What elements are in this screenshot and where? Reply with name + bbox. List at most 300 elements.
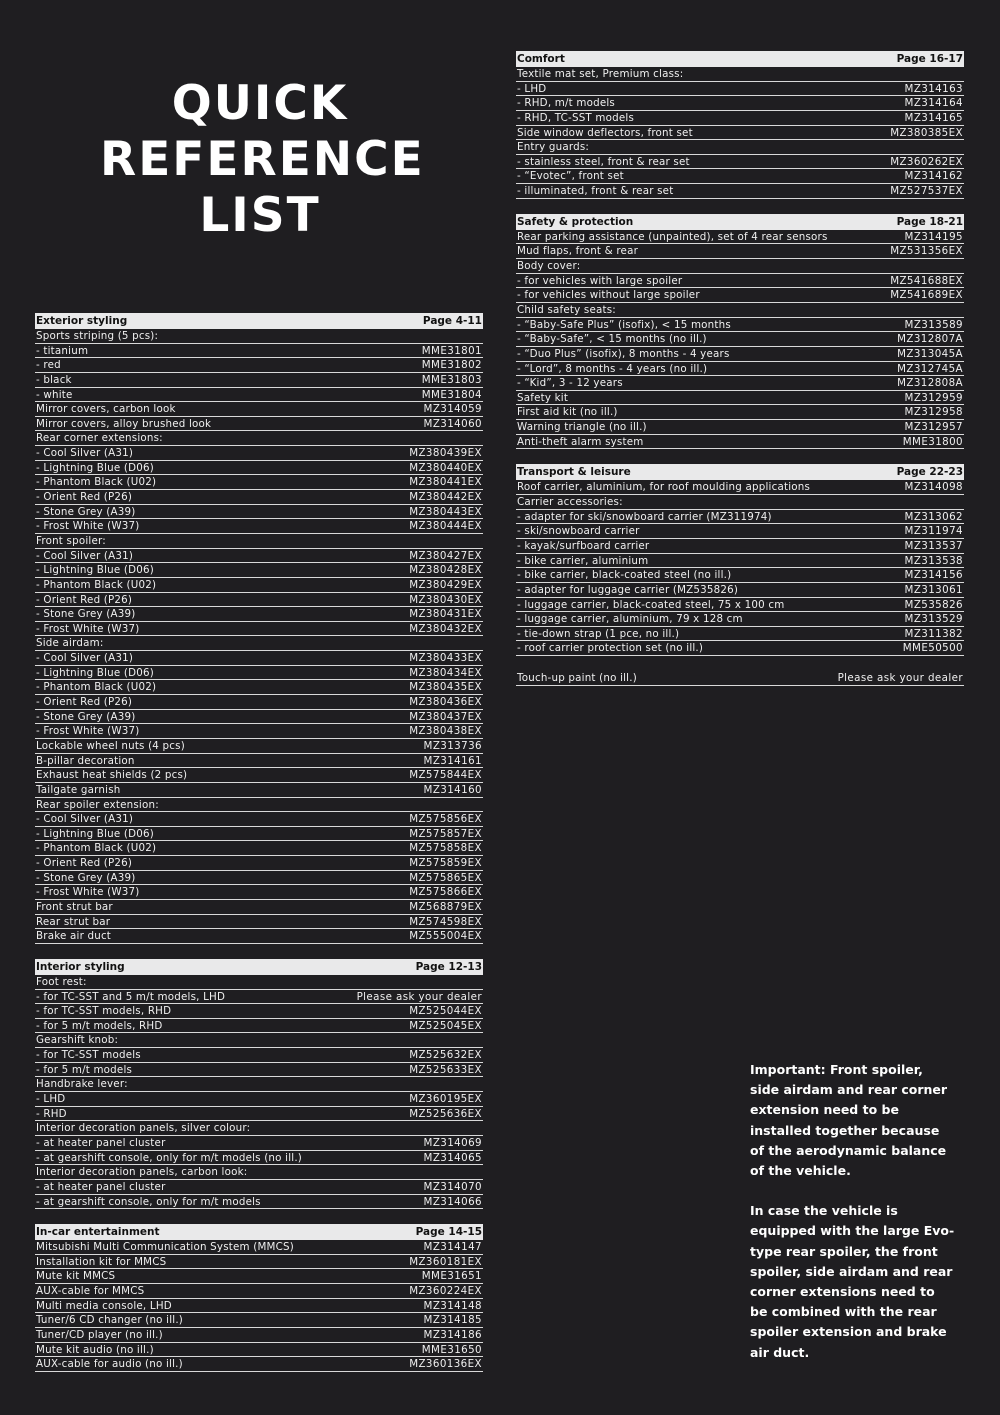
part-number: MZ311974: [904, 525, 963, 538]
item-label: - Lightning Blue (D06): [36, 564, 154, 577]
section-header: [516, 464, 964, 480]
list-item: [516, 641, 964, 656]
item-label: Rear strut bar: [36, 915, 111, 928]
list-item: [35, 1269, 483, 1284]
list-item: [516, 524, 964, 539]
item-label: - bike carrier, aluminium: [517, 554, 649, 567]
section-title: In-car entertainment: [36, 1226, 160, 1239]
part-number: MZ313589: [904, 318, 963, 331]
title-line: REFERENCE: [100, 132, 425, 187]
section-page-ref: Page 16-17: [896, 53, 963, 65]
section: [516, 214, 964, 450]
item-label: - Lightning Blue (D06): [36, 827, 154, 840]
part-number: MZ314059: [423, 403, 482, 416]
item-label: - Frost White (W37): [36, 520, 140, 533]
item-label: Warning triangle (no ill.): [517, 421, 647, 434]
list-item: [35, 1195, 483, 1210]
part-number: MZ314161: [423, 754, 482, 767]
list-item: [516, 671, 964, 686]
part-number: MZ313062: [904, 510, 963, 523]
part-number: MZ380443EX: [409, 505, 482, 518]
item-label: Interior decoration panels, carbon look:: [36, 1166, 248, 1179]
item-label: Touch-up paint (no ill.): [517, 672, 637, 685]
part-number: MZ380435EX: [409, 681, 482, 694]
part-number: MZ312957: [904, 421, 963, 434]
list-item: [516, 318, 964, 333]
item-label: AUX-cable for MMCS: [36, 1285, 145, 1298]
list-item: [35, 1165, 483, 1180]
list-item: [35, 1328, 483, 1343]
item-label: AUX-cable for audio (no ill.): [36, 1358, 183, 1371]
list-item: [35, 754, 483, 769]
item-label: Anti-theft alarm system: [517, 435, 644, 448]
item-label: - Lightning Blue (D06): [36, 461, 154, 474]
item-label: Side window deflectors, front set: [517, 126, 693, 139]
part-number: MZ380441EX: [409, 476, 482, 489]
part-number: MZ380439EX: [409, 447, 482, 460]
list-item: [35, 798, 483, 813]
list-item: [516, 480, 964, 495]
list-item: [516, 82, 964, 97]
part-number: MZ380434EX: [409, 666, 482, 679]
part-number: MZ380437EX: [409, 710, 482, 723]
part-number: MZ525632EX: [409, 1049, 482, 1062]
item-label: Safety kit: [517, 391, 569, 404]
item-label: - for vehicles with large spoiler: [517, 274, 683, 287]
list-item: [35, 1048, 483, 1063]
list-item: [35, 1019, 483, 1034]
part-number: MZ575856EX: [409, 813, 482, 826]
item-label: - Phantom Black (U02): [36, 842, 157, 855]
part-number: MZ525045EX: [409, 1019, 482, 1032]
item-label: - RHD, TC-SST models: [517, 111, 635, 124]
list-item: [35, 1299, 483, 1314]
list-item: [516, 96, 964, 111]
part-number: MZ541689EX: [890, 289, 963, 302]
item-label: Tuner/6 CD changer (no ill.): [36, 1314, 184, 1327]
item-label: Rear parking assistance (unpainted), set of 4 rear sensors: [517, 230, 828, 243]
item-label: Multi media console, LHD: [36, 1299, 172, 1312]
part-number: MME31802: [421, 359, 482, 372]
item-label: Lockable wheel nuts (4 pcs): [36, 739, 185, 752]
section: [516, 671, 964, 686]
item-label: - RHD, m/t models: [517, 97, 615, 110]
section-header: [35, 313, 483, 329]
list-item: [516, 510, 964, 525]
section-title: Safety & protection: [517, 215, 634, 228]
list-item: [35, 768, 483, 783]
list-item: [35, 1092, 483, 1107]
part-number: Please ask your dealer: [356, 990, 482, 1003]
list-item: [35, 990, 483, 1005]
list-item: [35, 695, 483, 710]
section-page-ref: Page 12-13: [415, 960, 482, 973]
item-label: - Phantom Black (U02): [36, 476, 157, 489]
list-item: [35, 885, 483, 900]
item-label: Textile mat set, Premium class:: [517, 68, 684, 80]
important-note: [750, 1060, 955, 1383]
list-item: [35, 739, 483, 754]
item-label: - at gearshift console, only for m/t models (no ill.): [36, 1151, 303, 1164]
list-item: [516, 169, 964, 184]
item-label: Mud flaps, front & rear: [517, 245, 639, 258]
item-label: First aid kit (no ill.): [517, 406, 618, 419]
part-number: MME31650: [421, 1343, 482, 1356]
part-number: MME50500: [902, 642, 963, 655]
part-number: MZ314164: [904, 97, 963, 110]
list-item: [35, 402, 483, 417]
list-item: [35, 871, 483, 886]
part-number: MZ380444EX: [409, 520, 482, 533]
list-item: [35, 446, 483, 461]
item-label: Body cover:: [517, 260, 581, 273]
list-item: [35, 1077, 483, 1092]
item-label: Carrier accessories:: [517, 496, 623, 509]
item-label: Tailgate garnish: [36, 783, 121, 796]
section-header: [35, 1224, 483, 1240]
item-label: Sports striping (5 pcs):: [36, 330, 159, 342]
list-item: [35, 622, 483, 637]
section-title: Exterior styling: [36, 315, 128, 327]
item-label: Child safety seats:: [517, 303, 616, 316]
list-item: [35, 329, 483, 344]
list-item: [516, 274, 964, 289]
item-label: - black: [36, 373, 72, 386]
list-item: [516, 598, 964, 613]
item-label: - luggage carrier, black-coated steel, 75 x 100 cm: [517, 598, 785, 611]
list-item: [35, 856, 483, 871]
item-label: - for vehicles without large spoiler: [517, 289, 700, 302]
part-number: MME31803: [421, 373, 482, 386]
item-label: Entry guards:: [517, 141, 590, 154]
part-number: MZ575865EX: [409, 871, 482, 884]
list-item: [516, 362, 964, 377]
list-item: [35, 1121, 483, 1136]
section: [35, 1224, 483, 1372]
part-number: MME31651: [421, 1270, 482, 1283]
item-label: - RHD: [36, 1107, 67, 1120]
item-label: - adapter for luggage carrier (MZ535826): [517, 583, 739, 596]
part-number: MZ314060: [423, 417, 482, 430]
item-label: Handbrake lever:: [36, 1078, 128, 1091]
part-number: MZ314186: [423, 1329, 482, 1341]
part-number: MZ314163: [904, 82, 963, 95]
item-label: - “Evotec”, front set: [517, 170, 624, 183]
part-number: MZ313538: [904, 554, 963, 567]
section-page-ref: Page 22-23: [896, 466, 963, 479]
list-item: [516, 155, 964, 170]
part-number: MZ314185: [423, 1314, 482, 1327]
part-number: MZ574598EX: [409, 915, 482, 928]
list-item: [516, 303, 964, 318]
item-label: - Cool Silver (A31): [36, 549, 134, 562]
list-item: [35, 1284, 483, 1299]
list-item: [516, 347, 964, 362]
part-number: MZ575859EX: [409, 857, 482, 870]
part-number: MZ314195: [904, 230, 963, 243]
list-item: [35, 1107, 483, 1122]
item-label: - kayak/surfboard carrier: [517, 539, 650, 552]
part-number: MZ313736: [423, 739, 482, 752]
item-label: - Orient Red (P26): [36, 857, 133, 870]
part-number: MZ313061: [904, 583, 963, 596]
item-label: - at heater panel cluster: [36, 1136, 166, 1149]
section-title: Interior styling: [36, 960, 125, 973]
item-label: - for 5 m/t models: [36, 1063, 133, 1076]
part-number: MZ311382: [904, 627, 963, 640]
item-label: Front spoiler:: [36, 534, 106, 547]
list-item: [516, 332, 964, 347]
part-number: MZ555004EX: [409, 930, 482, 943]
list-item: [35, 1180, 483, 1195]
list-item: [516, 184, 964, 199]
list-item: [516, 288, 964, 303]
list-item: [35, 651, 483, 666]
item-label: - Phantom Black (U02): [36, 578, 157, 591]
item-label: - Orient Red (P26): [36, 696, 133, 709]
item-label: - Frost White (W37): [36, 622, 140, 635]
list-item: [516, 583, 964, 598]
list-item: [35, 563, 483, 578]
part-number: MZ525633EX: [409, 1063, 482, 1076]
item-label: Tuner/CD player (no ill.): [36, 1329, 163, 1341]
part-number: MZ314069: [423, 1136, 482, 1149]
list-item: [35, 1313, 483, 1328]
part-number: MZ525636EX: [409, 1107, 482, 1120]
section-title: Transport & leisure: [517, 466, 631, 479]
list-item: [35, 461, 483, 476]
item-label: - Stone Grey (A39): [36, 871, 136, 884]
list-item: [35, 505, 483, 520]
part-number: MZ527537EX: [890, 185, 963, 198]
part-number: MZ314148: [423, 1299, 482, 1312]
part-number: MZ531356EX: [890, 245, 963, 258]
list-item: [516, 67, 964, 82]
item-label: - Cool Silver (A31): [36, 447, 134, 460]
list-item: [35, 636, 483, 651]
item-label: Rear corner extensions:: [36, 432, 163, 445]
part-number: MZ575866EX: [409, 886, 482, 899]
part-number: MZ312808A: [897, 377, 963, 390]
item-label: - white: [36, 388, 73, 401]
title-line: QUICK: [171, 76, 349, 131]
list-item: [35, 344, 483, 359]
list-item: [35, 1240, 483, 1255]
part-number: MZ575844EX: [409, 769, 482, 782]
part-number: MZ380431EX: [409, 608, 482, 621]
part-number: MZ314147: [423, 1241, 482, 1254]
part-number: MZ568879EX: [409, 900, 482, 913]
part-number: MZ312745A: [897, 362, 963, 375]
item-label: Front strut bar: [36, 900, 113, 913]
item-label: - LHD: [36, 1093, 66, 1106]
part-number: MZ380429EX: [409, 578, 482, 591]
part-number: MZ380385EX: [890, 126, 963, 139]
item-label: - Stone Grey (A39): [36, 505, 136, 518]
section-page-ref: Page 18-21: [896, 215, 963, 228]
list-item: [35, 812, 483, 827]
item-label: - for TC-SST models: [36, 1049, 141, 1062]
item-label: - Phantom Black (U02): [36, 681, 157, 694]
item-label: Interior decoration panels, silver colour:: [36, 1122, 251, 1135]
part-number: MZ380427EX: [409, 549, 482, 562]
list-item: [35, 841, 483, 856]
list-item: [35, 1357, 483, 1372]
item-label: - titanium: [36, 344, 89, 357]
list-item: [35, 373, 483, 388]
item-label: - “Duo Plus” (isofix), 8 months - 4 years: [517, 347, 730, 360]
note-paragraph: Important: Front spoiler, side airdam and rear corner extension need to be installed together because of the aerodynamic balance of the vehicle.: [750, 1062, 948, 1179]
part-number: Please ask your dealer: [837, 672, 963, 685]
item-label: Roof carrier, aluminium, for roof moulding applications: [517, 481, 811, 494]
list-item: [35, 475, 483, 490]
list-item: [35, 388, 483, 403]
item-label: Side airdam:: [36, 637, 104, 650]
item-label: - Lightning Blue (D06): [36, 666, 154, 679]
part-number: MZ380438EX: [409, 725, 482, 738]
part-number: MZ380428EX: [409, 564, 482, 577]
part-number: MZ360195EX: [409, 1093, 482, 1106]
item-label: - Cool Silver (A31): [36, 652, 134, 665]
item-label: - “Lord”, 8 months - 4 years (no ill.): [517, 362, 708, 375]
item-label: Mute kit audio (no ill.): [36, 1343, 154, 1356]
item-label: - Stone Grey (A39): [36, 608, 136, 621]
item-label: - Orient Red (P26): [36, 491, 133, 504]
list-item: [516, 140, 964, 155]
item-label: - stainless steel, front & rear set: [517, 155, 690, 168]
item-label: - Cool Silver (A31): [36, 813, 134, 826]
part-number: MZ360224EX: [409, 1285, 482, 1298]
item-label: - illuminated, front & rear set: [517, 185, 674, 198]
item-label: - “Kid”, 3 - 12 years: [517, 377, 623, 390]
list-item: [35, 431, 483, 446]
item-label: - Stone Grey (A39): [36, 710, 136, 723]
list-item: [35, 900, 483, 915]
list-item: [35, 578, 483, 593]
list-item: [516, 612, 964, 627]
part-number: MZ314162: [904, 170, 963, 183]
item-label: - for 5 m/t models, RHD: [36, 1019, 163, 1032]
title-line: LIST: [199, 188, 321, 243]
part-number: MZ380430EX: [409, 593, 482, 606]
item-label: - LHD: [517, 82, 547, 95]
item-label: - Orient Red (P26): [36, 593, 133, 606]
part-number: MME31804: [421, 388, 482, 401]
item-label: Rear spoiler extension:: [36, 798, 159, 811]
item-label: - “Baby-Safe”, < 15 months (no ill.): [517, 333, 707, 346]
part-number: MME31801: [421, 344, 482, 357]
list-item: [35, 519, 483, 534]
list-item: [35, 1151, 483, 1166]
list-item: [35, 929, 483, 944]
part-number: MZ380442EX: [409, 491, 482, 504]
list-item: [35, 593, 483, 608]
item-label: Exhaust heat shields (2 pcs): [36, 769, 188, 782]
section: [35, 313, 483, 944]
item-label: - Frost White (W37): [36, 725, 140, 738]
right-column: [516, 51, 964, 701]
part-number: MZ541688EX: [890, 274, 963, 287]
section: [35, 959, 483, 1209]
list-item: [516, 126, 964, 141]
section-header: [35, 959, 483, 975]
part-number: MZ360136EX: [409, 1358, 482, 1371]
part-number: MZ314070: [423, 1180, 482, 1193]
item-label: Mirror covers, carbon look: [36, 403, 176, 416]
part-number: MZ575857EX: [409, 827, 482, 840]
part-number: MZ360262EX: [890, 155, 963, 168]
part-number: MZ312959: [904, 391, 963, 404]
item-label: - Frost White (W37): [36, 886, 140, 899]
item-label: Gearshift knob:: [36, 1034, 119, 1047]
part-number: MZ313537: [904, 539, 963, 552]
list-item: [516, 495, 964, 510]
part-number: MZ313045A: [897, 347, 963, 360]
list-item: [35, 666, 483, 681]
section-page-ref: Page 14-15: [415, 1226, 482, 1239]
part-number: MZ314098: [904, 481, 963, 494]
item-label: - bike carrier, black-coated steel (no ill.): [517, 569, 732, 582]
item-label: - adapter for ski/snowboard carrier (MZ311974): [517, 510, 772, 523]
list-item: [516, 405, 964, 420]
item-label: - ski/snowboard carrier: [517, 525, 640, 538]
list-item: [516, 259, 964, 274]
part-number: MZ312807A: [897, 333, 963, 346]
list-item: [35, 975, 483, 990]
part-number: MZ360181EX: [409, 1255, 482, 1268]
part-number: MZ314160: [423, 783, 482, 796]
list-item: [516, 230, 964, 245]
list-item: [35, 915, 483, 930]
part-number: MZ314156: [904, 569, 963, 582]
list-item: [35, 1343, 483, 1358]
list-item: [35, 1136, 483, 1151]
part-number: MZ535826: [904, 598, 963, 611]
item-label: - “Baby-Safe Plus” (isofix), < 15 months: [517, 318, 731, 331]
list-item: [516, 627, 964, 642]
part-number: MZ314066: [423, 1195, 482, 1208]
list-item: [516, 539, 964, 554]
part-number: MZ380436EX: [409, 696, 482, 709]
section-header: [516, 51, 964, 67]
item-label: Installation kit for MMCS: [36, 1255, 167, 1268]
list-item: [35, 490, 483, 505]
list-item: [35, 358, 483, 373]
item-label: Foot rest:: [36, 975, 87, 988]
part-number: MZ380433EX: [409, 652, 482, 665]
item-label: - luggage carrier, aluminium, 79 x 128 cm: [517, 613, 743, 626]
list-item: [35, 680, 483, 695]
page-title: [100, 76, 425, 244]
list-item: [35, 549, 483, 564]
list-item: [35, 783, 483, 798]
part-number: MZ575858EX: [409, 842, 482, 855]
part-number: MZ312958: [904, 406, 963, 419]
section-header: [516, 214, 964, 230]
item-label: - at heater panel cluster: [36, 1180, 166, 1193]
section-title: Comfort: [517, 53, 565, 65]
item-label: Mitsubishi Multi Communication System (MMCS): [36, 1241, 294, 1254]
item-label: B-pillar decoration: [36, 754, 135, 767]
part-number: MZ314165: [904, 111, 963, 124]
section-page-ref: Page 4-11: [422, 315, 482, 327]
part-number: MZ313529: [904, 613, 963, 626]
list-item: [516, 391, 964, 406]
list-item: [516, 244, 964, 259]
section: [516, 51, 964, 199]
list-item: [516, 111, 964, 126]
list-item: [35, 827, 483, 842]
